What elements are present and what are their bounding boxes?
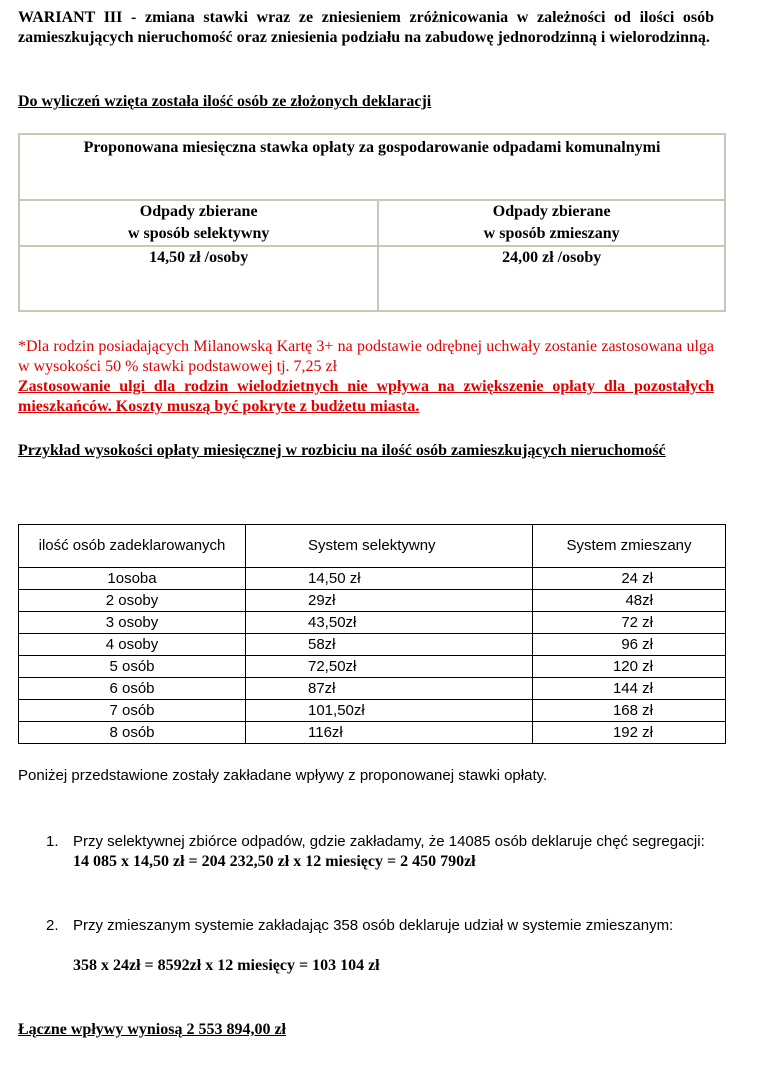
proposed-rate-table xyxy=(18,133,726,312)
example-section-title: Przykład wysokości opłaty miesięcznej w rozbiciu na ilość osób zamieszkujących nieruchomość xyxy=(18,442,666,459)
cell-persons: 5 osób xyxy=(19,656,246,678)
list-item xyxy=(18,832,714,872)
cell-mixed: 120 zł xyxy=(533,656,726,678)
variant-description: zmiana stawki wraz ze zniesieniem zróżnicowania w zależności od ilości osób zamieszkujących nieruchomość oraz zniesienia podziału na zabudowę jednorodzinną i wielorodzinną. xyxy=(18,9,715,46)
cell-selective: 101,50zł xyxy=(246,700,533,722)
cell-persons: 6 osób xyxy=(19,678,246,700)
discount-note xyxy=(18,337,714,417)
header-persons: ilość osób zadeklarowanych xyxy=(19,525,246,568)
list-item-text: Przy zmieszanym systemie zakładając 358 osób deklaruje udział w systemie zmieszanym: xyxy=(73,917,674,934)
cell-mixed: 48zł xyxy=(533,590,726,612)
fees-by-household-table xyxy=(18,524,726,744)
cell-selective: 14,50 zł xyxy=(246,568,533,590)
cell-selective: 72,50zł xyxy=(246,656,533,678)
selective-rate: 14,50 zł /osoby xyxy=(19,246,378,311)
discount-funding-note: Zastosowanie ulgi dla rodzin wielodzietnych nie wpływa na zwiększenie opłaty dla pozostałych mieszkańców. Koszty muszą być pokryte z budżetu miasta. xyxy=(18,378,714,415)
cell-selective: 43,50zł xyxy=(246,612,533,634)
cell-selective: 87zł xyxy=(246,678,533,700)
total-revenue: Łączne wpływy wyniosą 2 553 894,00 zł xyxy=(18,1021,286,1038)
calculation-basis-note: Do wyliczeń wzięta została ilość osób ze złożonych deklaracji xyxy=(18,93,432,110)
discount-note-text: *Dla rodzin posiadających Milanowską Kartę 3+ na podstawie odrębnej uchwały zostanie zastosowana ulga w wysokości 50 % stawki podstawowej tj. 7,25 zł xyxy=(18,338,714,375)
table-row xyxy=(19,722,726,744)
variant-lead: WARIANT III - xyxy=(18,9,137,26)
list-item-text: Przy selektywnej zbiórce odpadów, gdzie zakładamy, że 14085 osób deklaruje chęć segregacji: xyxy=(73,833,705,850)
cell-mixed: 144 zł xyxy=(533,678,726,700)
list-item-calculation: 358 x 24zł = 8592zł x 12 miesięcy = 103 104 zł xyxy=(73,957,380,974)
selective-header-line2: w sposób selektywny xyxy=(127,225,270,242)
revenue-intro: Poniżej przedstawione zostały zakładane wpływy z proponowanej stawki opłaty. xyxy=(18,767,548,784)
cell-persons: 3 osoby xyxy=(19,612,246,634)
rate-table-title: Proponowana miesięczna stawka opłaty za gospodarowanie odpadami komunalnymi xyxy=(19,134,725,200)
header-selective: System selektywny xyxy=(246,525,533,568)
table-row xyxy=(19,678,726,700)
cell-persons: 4 osoby xyxy=(19,634,246,656)
selective-column-header xyxy=(19,200,378,246)
list-item xyxy=(18,916,714,976)
mixed-header-line2: w sposób zmieszany xyxy=(483,225,620,242)
table-row xyxy=(19,568,726,590)
cell-mixed: 192 zł xyxy=(533,722,726,744)
fees-table-header-row xyxy=(19,525,726,568)
cell-mixed: 96 zł xyxy=(533,634,726,656)
variant-heading xyxy=(18,8,714,48)
table-row xyxy=(19,634,726,656)
table-row xyxy=(19,590,726,612)
table-row xyxy=(19,700,726,722)
selective-header-line1: Odpady zbierane xyxy=(139,203,258,220)
mixed-header-line1: Odpady zbierane xyxy=(492,203,611,220)
cell-persons: 2 osoby xyxy=(19,590,246,612)
cell-persons: 7 osób xyxy=(19,700,246,722)
cell-persons: 8 osób xyxy=(19,722,246,744)
cell-persons: 1osoba xyxy=(19,568,246,590)
cell-mixed: 24 zł xyxy=(533,568,726,590)
cell-selective: 116zł xyxy=(246,722,533,744)
cell-mixed: 72 zł xyxy=(533,612,726,634)
cell-mixed: 168 zł xyxy=(533,700,726,722)
list-item-calculation: 14 085 x 14,50 zł = 204 232,50 zł x 12 miesięcy = 2 450 790zł xyxy=(73,853,476,870)
mixed-column-header xyxy=(378,200,725,246)
header-mixed: System zmieszany xyxy=(533,525,726,568)
list-item-number: 1. xyxy=(46,833,59,850)
table-row xyxy=(19,656,726,678)
list-item-number: 2. xyxy=(46,917,59,934)
cell-selective: 29zł xyxy=(246,590,533,612)
table-row xyxy=(19,612,726,634)
mixed-rate: 24,00 zł /osoby xyxy=(378,246,725,311)
cell-selective: 58zł xyxy=(246,634,533,656)
